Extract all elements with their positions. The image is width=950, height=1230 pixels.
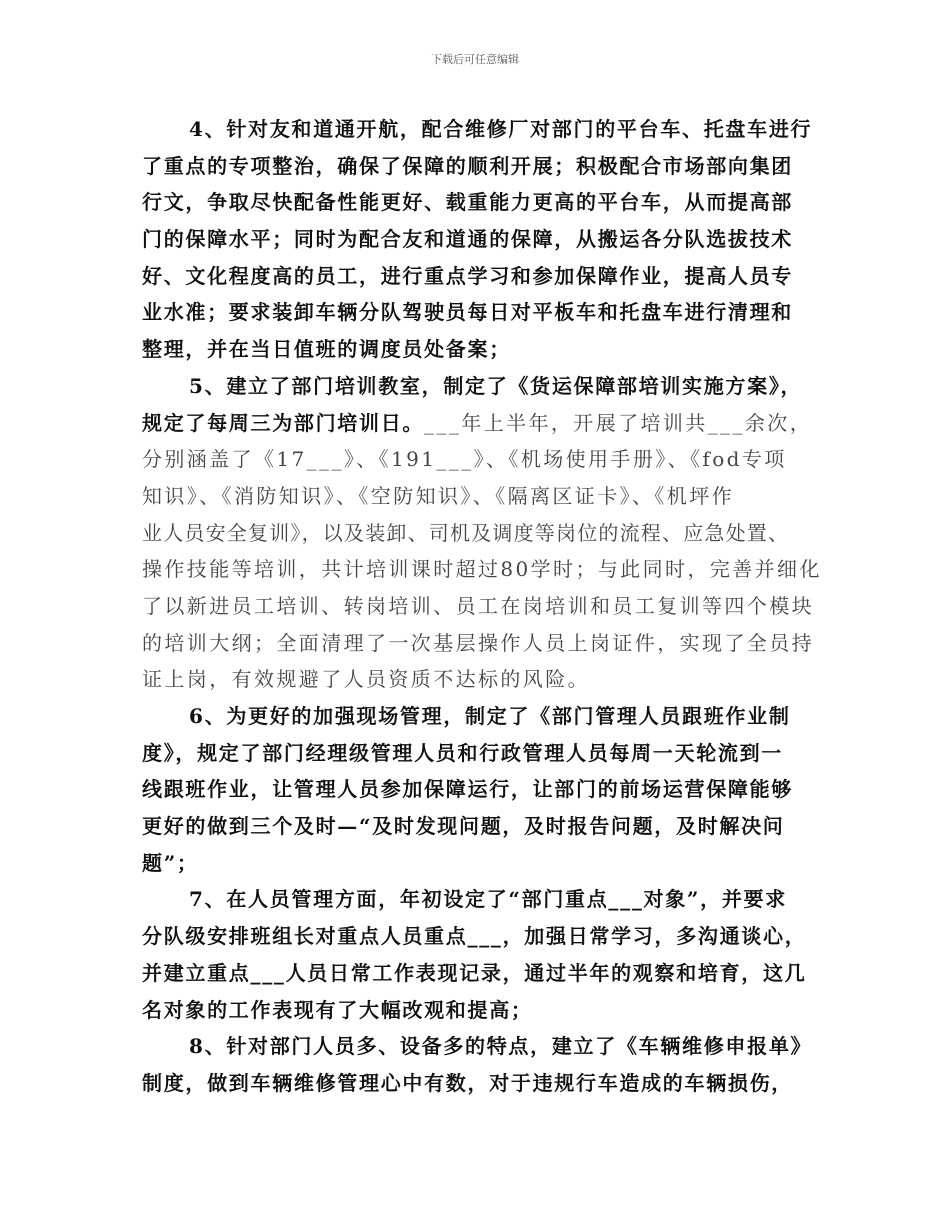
paragraph-item-4 [142,111,832,368]
text-line: 操作技能等培训，共计培训课时超过80学时；与此同时，完善并细化 [142,557,822,582]
text-line: 线跟班作业，让管理人员参加保障运行，让部门的前场运营保障能够 [142,777,793,802]
text-line: 了重点的专项整治，确保了保障的顺利开展；积极配合市场部向集团 [142,153,793,178]
text-line: 题”； [142,850,199,875]
text-line: 业人员安全复训》，以及装卸、司机及调度等岗位的流程、应急处置、 [142,520,790,545]
text-line: 制度，做到车辆维修管理心中有数，对于违规行车造成的车辆损伤， [142,1070,793,1095]
text-line: 7、在人员管理方面，年初设定了“部门重点___对象”，并要求 [189,887,787,912]
paragraph-item-8 [142,1028,832,1101]
text-line: 6、为更好的加强现场管理，制定了《部门管理人员跟班作业制 [189,704,791,728]
text-line: 的培训大纲；全面清理了一次基层操作人员上岗证件，实现了全员持 [142,630,814,655]
text-line: 业水准；要求装卸车辆分队驾驶员每日对平板车和托盘车进行清理和 [142,300,793,325]
text-line: 证上岗，有效规避了人员资质不达标的风险。 [142,667,590,692]
text-line: 更好的做到三个及时—“及时发现问题，及时报告问题，及时解决问 [142,814,785,839]
text-line [142,405,832,442]
text-line: 分别涵盖了《17___》、《191___》、《机场使用手册》、《fod专项 [142,447,787,472]
text-line-light-part: ___年上半年，开展了培训共___余次， [424,410,813,435]
text-line: 好、文化程度高的员工，进行重点学习和参加保障作业，提高人员专 [142,263,793,288]
text-line: 8、针对部门人员多、设备多的特点，建立了《车辆维修申报单》 [189,1034,813,1059]
text-line: 并建立重点___人员日常工作表现记录，通过半年的观察和培育，这几 [142,960,807,985]
document-body [142,111,832,1102]
text-line: 分队级安排班组长对重点人员重点___，加强日常学习，多沟通谈心， [142,924,807,949]
text-line: 行文，争取尽快配备性能更好、载重能力更高的平台车，从而提高部 [142,190,793,215]
paragraph-item-6 [142,698,832,881]
paragraph-item-7 [142,881,832,1028]
text-line: 知识》、《消防知识》、《空防知识》、《隔离区证卡》、《机坪作 [142,483,734,508]
page-header: 下载后可任意编辑 [431,53,519,66]
text-line: 名对象的工作表现有了大幅改观和提高； [142,997,533,1022]
text-line: 门的保障水平；同时为配合友和道通的保障，从搬运各分队选拔技术 [142,227,793,252]
text-line: 整理，并在当日值班的调度员处备案； [142,337,511,362]
text-line: 4、针对友和道通开航，配合维修厂对部门的平台车、托盘车进行 [189,117,813,141]
text-line: 了以新进员工培训、转岗培训、员工在岗培训和员工复训等四个模块 [142,593,814,618]
paragraph-item-5 [142,368,832,698]
text-line: 5、建立了部门培训教室，制定了《货运保障部培训实施方案》， [189,373,803,398]
text-line: 度》，规定了部门经理级管理人员和行政管理人员每周一天轮流到一 [142,740,783,765]
text-line-bold-part: 规定了每周三为部门培训日。 [142,410,425,435]
